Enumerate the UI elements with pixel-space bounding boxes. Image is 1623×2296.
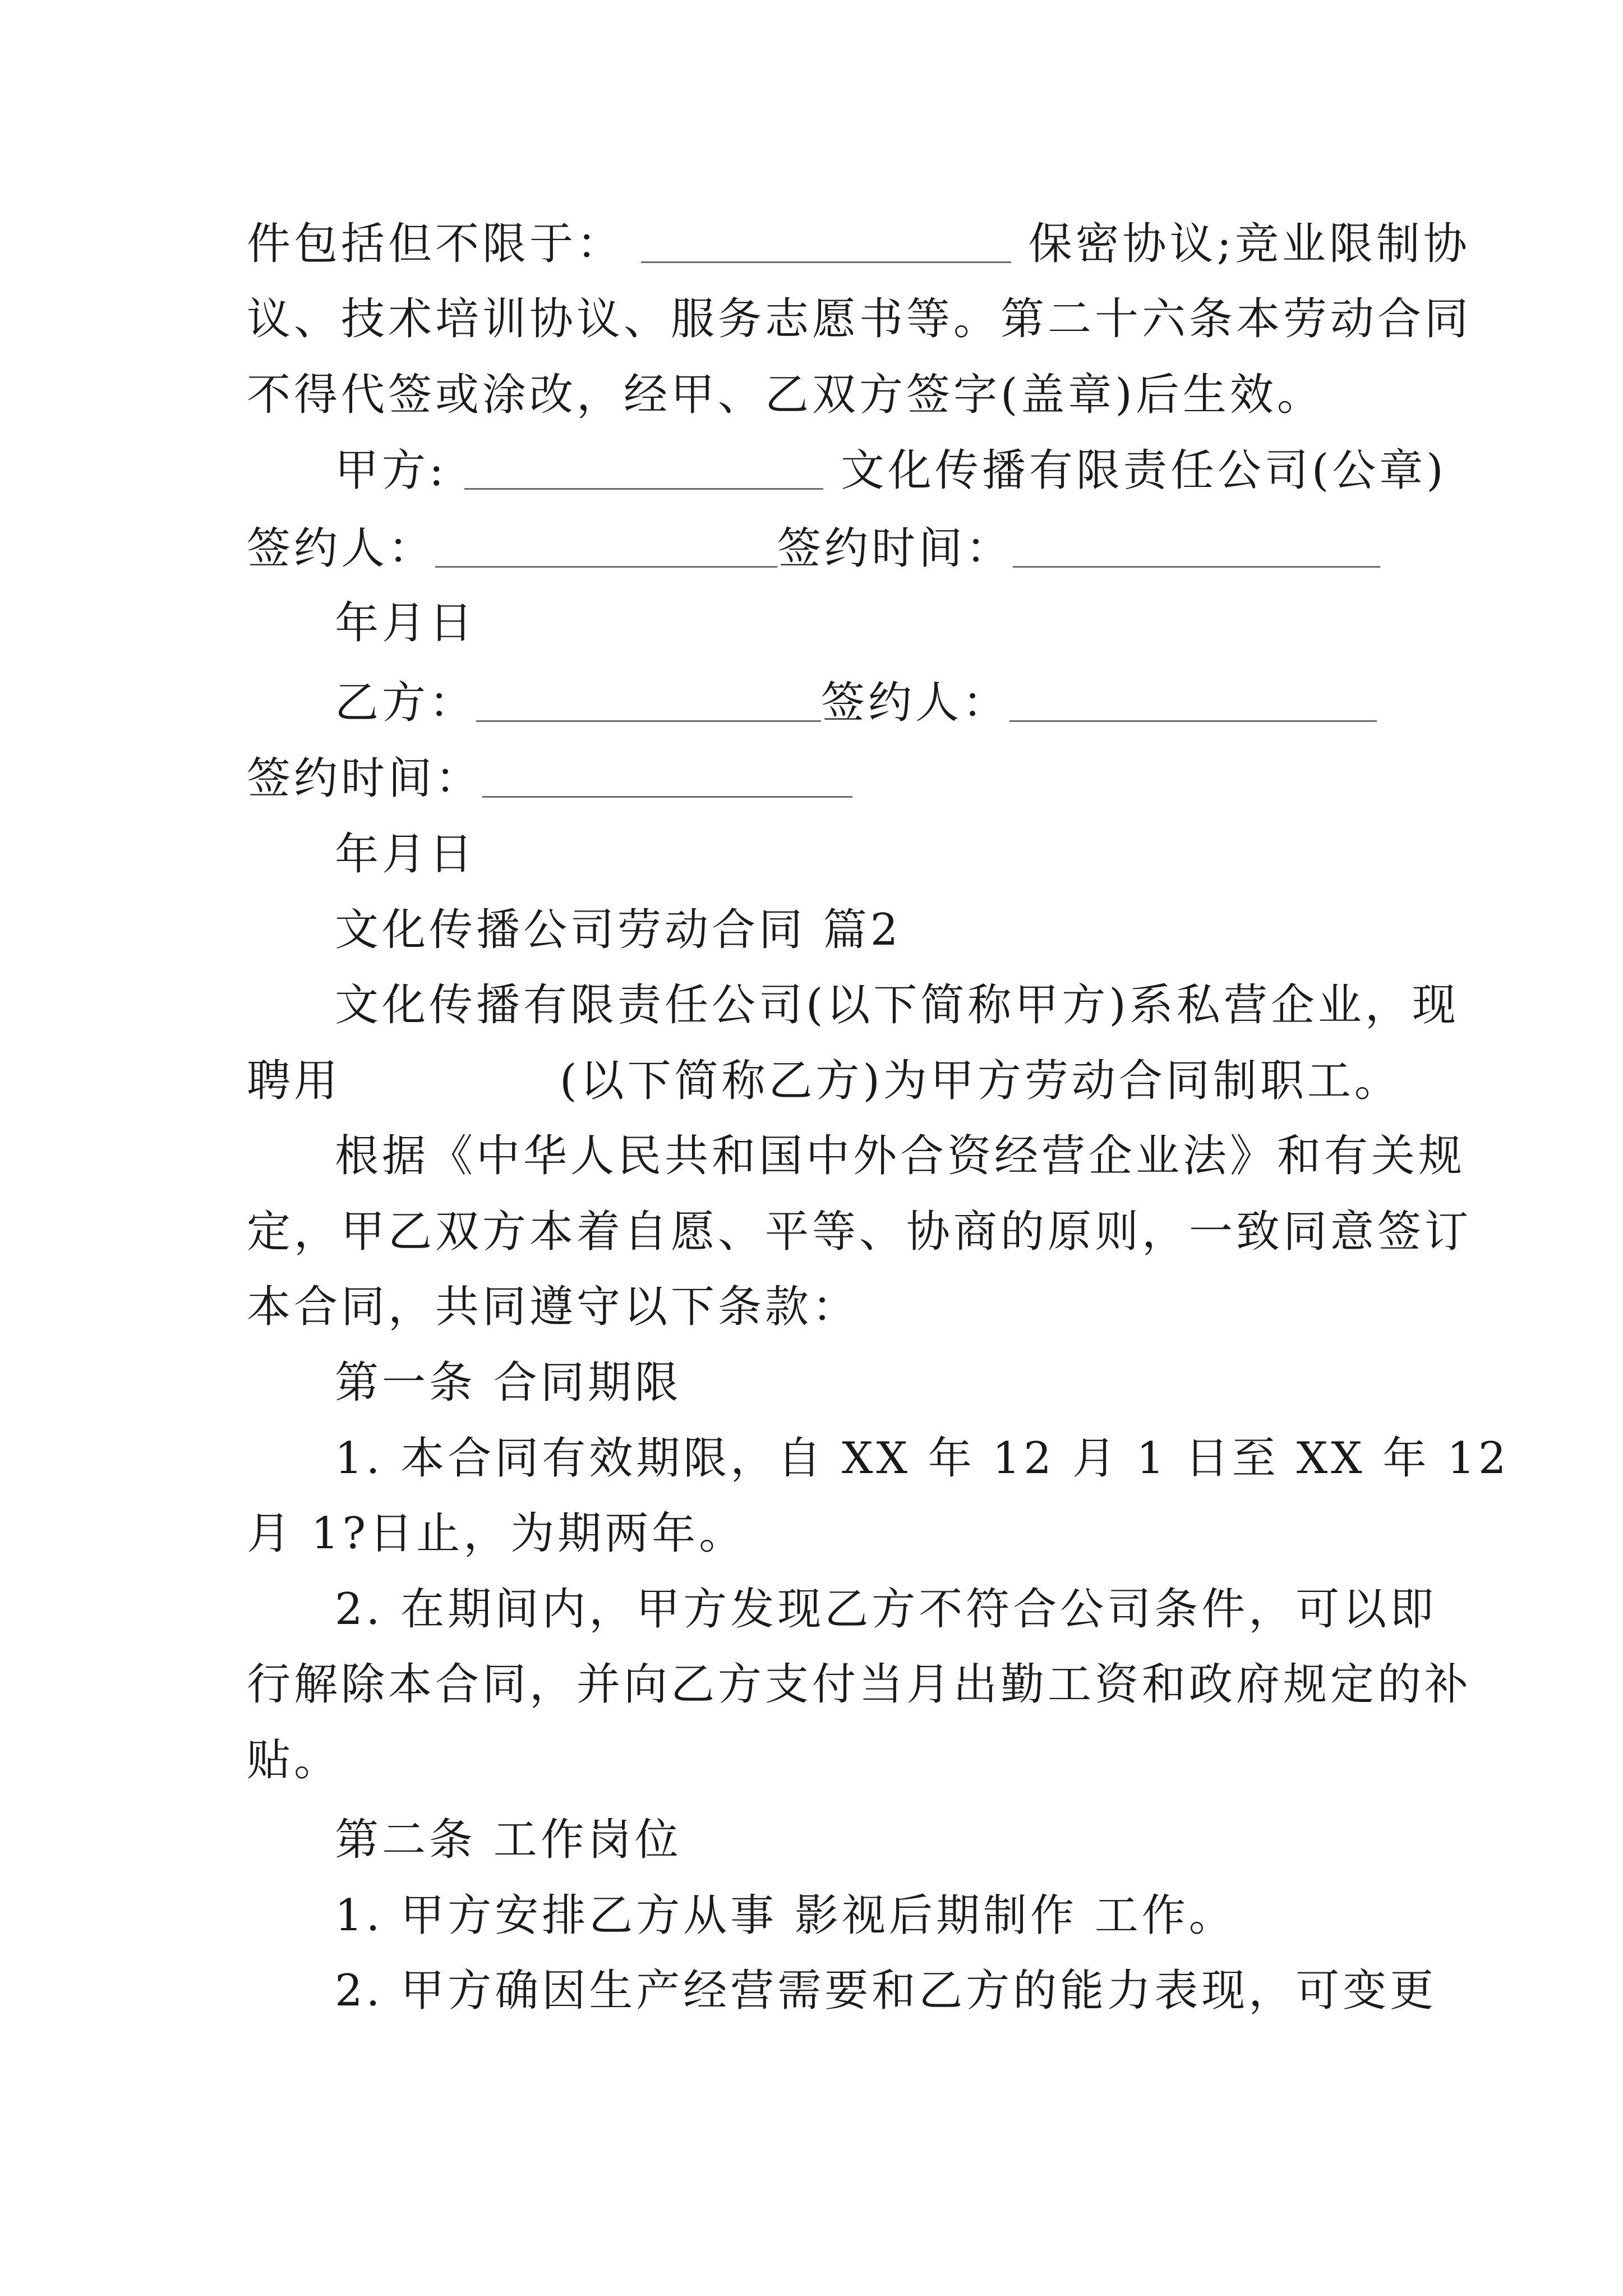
blank-field-signer-b [1009,681,1377,722]
blank-field-sign-time [1013,527,1380,568]
text-line-19: 2. 在期间内，甲方发现乙方不符合公司条件，可以即 [335,1584,1437,1635]
text-line-3: 不得代签或涂改，经甲、乙双方签字(盖章)后生效。 [247,370,1324,420]
party-b-label: 乙方： [335,678,477,728]
text-line-24: 2. 甲方确因生产经营需要和乙方的能力表现，可变更 [335,1966,1437,2016]
text-line-1 [247,216,1470,272]
text-line-21: 贴。 [247,1735,342,1786]
party-a-company: 文化传播有限责任公司(公章) [840,445,1447,496]
signer-label-b: 签约人： [821,678,1010,728]
article-heading-2: 第二条 工作岗位 [335,1815,682,1865]
party-b-line [335,675,1380,731]
blank-field-party-a [464,449,823,490]
blank-field-party-b [476,681,821,722]
blank-field-signer [435,527,777,568]
text-line-2: 议、技术培训协议、服务志愿书等。第二十六条本劳动合同 [247,294,1472,344]
text-line-14: 定，甲乙双方本着自愿、平等、协商的原则，一致同意签订 [247,1207,1472,1257]
text-line-18: 月 1?日止，为期两年。 [247,1508,746,1559]
text-fragment: 件包括但不限于： [247,219,624,269]
party-b-time-line [247,751,1380,807]
text-line-20: 行解除本合同，并向乙方支付当月出勤工资和政府规定的补 [247,1659,1472,1710]
text-line-17: 1. 本合同有效期限，自 XX 年 12 月 1 日至 XX 年 12 [335,1433,1510,1484]
party-a-line [335,443,1447,499]
text-line-23: 1. 甲方安排乙方从事 影视后期制作 工作。 [335,1890,1236,1941]
blank-field-sign-time-b [482,757,852,798]
text-fragment: 保密协议;竞业限制协 [1028,219,1470,269]
text-fragment: (以下简称乙方)为甲方劳动合同制职工。 [560,1056,1401,1106]
signer-label: 签约人： [247,523,436,574]
section-heading: 文化传播公司劳动合同 篇2 [335,905,902,955]
text-line-13: 根据《中华人民共和国中外合资经营企业法》和有关规 [335,1131,1466,1181]
text-fragment: 聘用 [247,1056,342,1106]
party-a-label: 甲方: [335,445,448,496]
date-line-a: 年月日 [335,598,477,648]
text-line-12 [247,1053,1401,1109]
text-line-11: 文化传播有限责任公司(以下简称甲方)系私营企业，现 [335,980,1459,1030]
sign-time-label-b: 签约时间： [247,753,483,804]
blank-field-terms [641,222,1011,263]
date-line-b: 年月日 [335,829,477,880]
sign-time-label: 签约时间： [777,523,1013,574]
party-a-signer-line [247,521,1380,577]
text-line-15: 本合同，共同遵守以下条款： [247,1282,860,1332]
article-heading-1: 第一条 合同期限 [335,1358,682,1408]
